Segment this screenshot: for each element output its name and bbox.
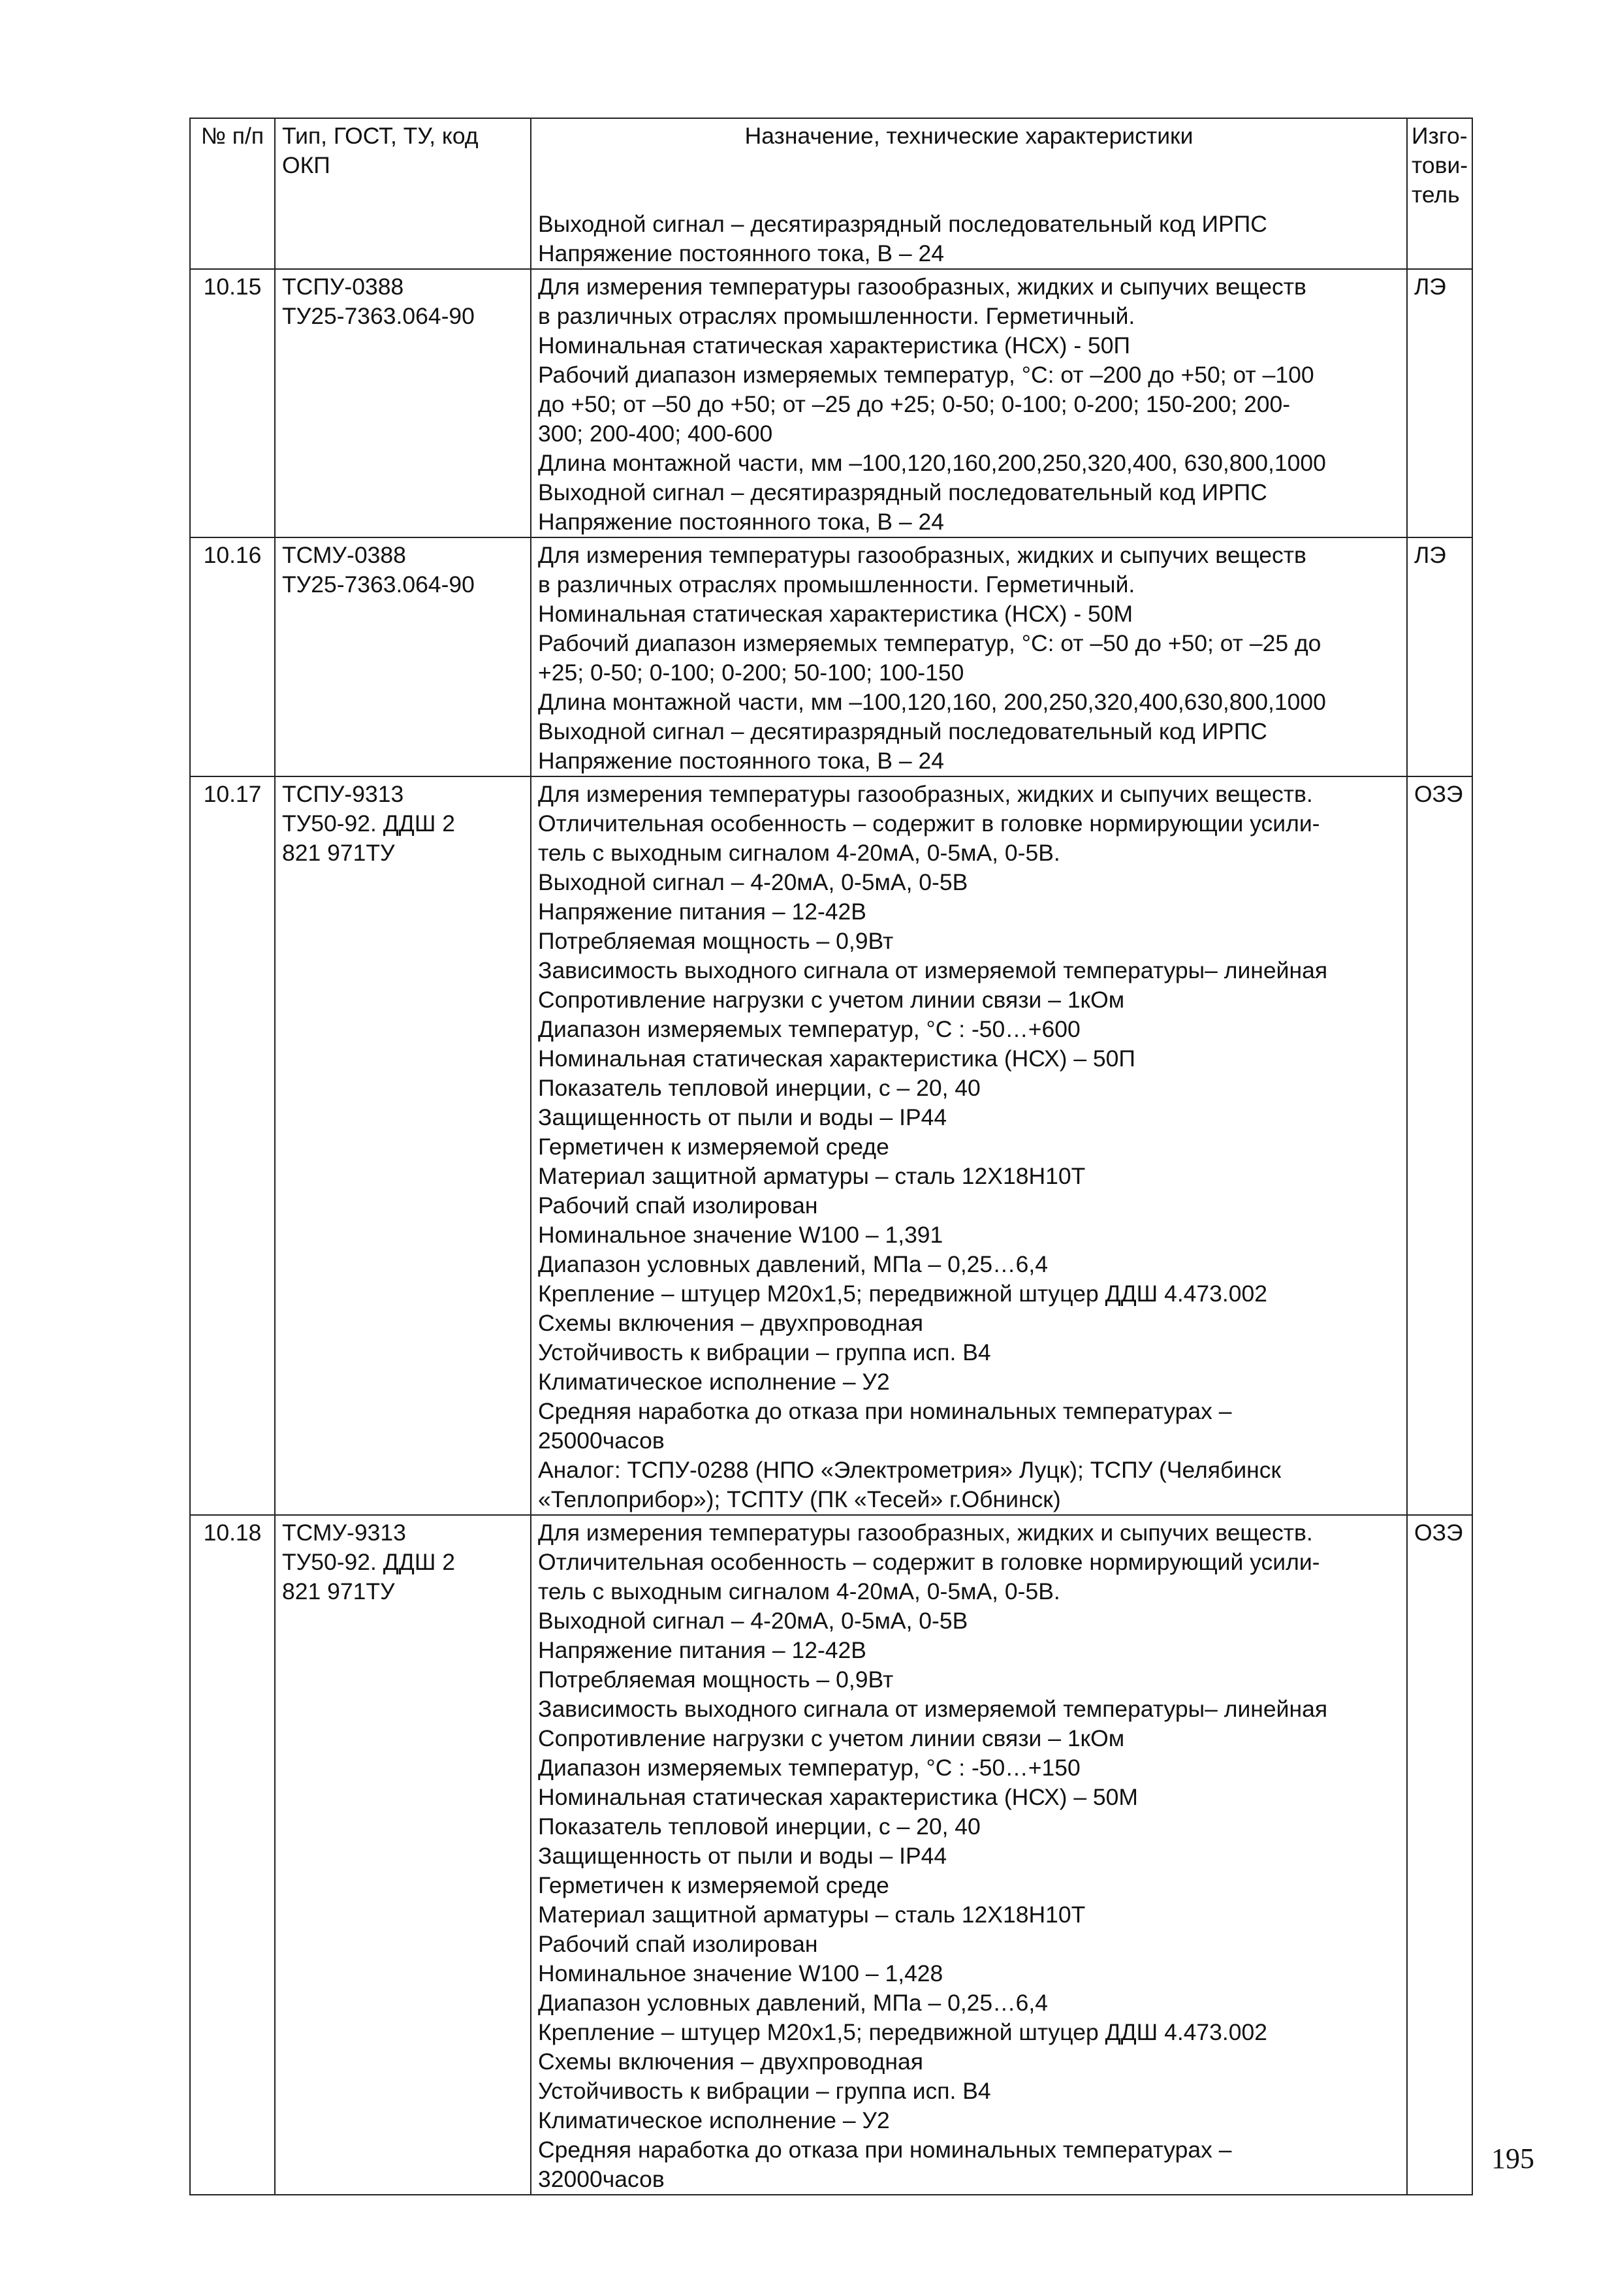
row-number: 10.16 <box>190 537 275 776</box>
row-description-line: Выходной сигнал – десятиразрядный последовательный код ИРПС <box>538 479 1267 505</box>
row-description-line: Рабочий диапазон измеряемых температур, °С: от –50 до +50; от –25 до <box>538 630 1321 656</box>
row-description-line: Потребляемая мощность – 0,9Вт <box>538 1666 894 1693</box>
row-description-line: Выходной сигнал – 4-20мА, 0-5мА, 0-5В <box>538 1608 968 1634</box>
table-row <box>190 776 1472 1515</box>
row-type-line: ТСМУ-0388 <box>282 542 406 568</box>
row-description-line: Номинальная статическая характеристика (НСХ) - 50П <box>538 332 1131 359</box>
row-type-line: ТУ50-92. ДДШ 2 <box>282 1549 455 1575</box>
row-description-line: Средняя наработка до отказа при номинальных температурах – <box>538 2137 1232 2163</box>
row-description-line: Диапазон условных давлений, МПа – 0,25…6,4 <box>538 1251 1049 1277</box>
row-description-cell <box>531 537 1407 776</box>
header-desc <box>531 118 1407 269</box>
row-description-line: Зависимость выходного сигнала от измеряемой температуры– линейная <box>538 1696 1328 1722</box>
row-description-line: в различных отраслях промышленности. Герметичный. <box>538 571 1135 598</box>
row-description-line: «Теплоприбор»); ТСПТУ (ПК «Тесей» г.Обнинск) <box>538 1486 1061 1512</box>
row-description-line: Номинальное значение W100 – 1,428 <box>538 1960 943 1986</box>
row-description-line: Зависимость выходного сигнала от измеряемой температуры– линейная <box>538 957 1328 983</box>
row-type-line: 821 971ТУ <box>282 840 395 866</box>
row-description-line: Рабочий диапазон измеряемых температур, °С: от –200 до +50; от –100 <box>538 362 1314 388</box>
row-number: 10.18 <box>190 1515 275 2195</box>
row-description-line: 32000часов <box>538 2166 665 2192</box>
row-type-cell <box>275 269 531 537</box>
row-description-line: Аналог: ТСПУ-0288 (НПО «Электрометрия» Луцк); ТСПУ (Челябинск <box>538 1457 1282 1483</box>
row-description-line: Климатическое исполнение – У2 <box>538 2107 890 2133</box>
row-description-line: Потребляемая мощность – 0,9Вт <box>538 928 894 954</box>
row-description-line: Номинальная статическая характеристика (НСХ) - 50М <box>538 601 1133 627</box>
row-description-cell <box>531 776 1407 1515</box>
header-type: Тип, ГОСТ, ТУ, код ОКП <box>275 118 531 269</box>
row-description-line: 25000часов <box>538 1427 665 1454</box>
row-description-line: Защищенность от пыли и воды – IP44 <box>538 1104 947 1130</box>
row-description-line: в различных отраслях промышленности. Герметичный. <box>538 303 1135 329</box>
row-description-line: Напряжение постоянного тока, В – 24 <box>538 509 944 535</box>
page-number: 195 <box>1491 2143 1534 2175</box>
row-description-line: Номинальная статическая характеристика (НСХ) – 50М <box>538 1784 1138 1810</box>
header-num: № п/п <box>190 118 275 269</box>
row-type-cell <box>275 537 531 776</box>
row-type-line: ТУ50-92. ДДШ 2 <box>282 810 455 837</box>
row-description-line: тель с выходным сигналом 4-20мА, 0-5мА, 0-5В. <box>538 1578 1060 1604</box>
row-type-cell <box>275 776 531 1515</box>
row-description-line: Схемы включения – двухпроводная <box>538 1310 923 1336</box>
row-description-line: Напряжение питания – 12-42В <box>538 1637 866 1663</box>
row-description-cell <box>531 1515 1407 2195</box>
header-cont-line: Выходной сигнал – десятиразрядный последовательный код ИРПС <box>538 211 1267 237</box>
row-description-line: Напряжение постоянного тока, В – 24 <box>538 748 944 774</box>
row-number: 10.15 <box>190 269 275 537</box>
row-type-line: ТСПУ-0388 <box>282 274 404 300</box>
table-row <box>190 269 1472 537</box>
header-row <box>190 118 1472 269</box>
row-description-line: +25; 0-50; 0-100; 0-200; 50-100; 100-150 <box>538 660 964 686</box>
row-description-line: Сопротивление нагрузки с учетом линии связи – 1кОм <box>538 1725 1125 1751</box>
row-description-line: Длина монтажной части, мм –100,120,160,200,250,320,400, 630,800,1000 <box>538 450 1326 476</box>
row-description-line: Выходной сигнал – десятиразрядный последовательный код ИРПС <box>538 718 1267 744</box>
row-type-line: ТУ25-7363.064-90 <box>282 303 475 329</box>
header-desc-title: Назначение, технические характеристики <box>744 123 1194 149</box>
row-description-line: Показатель тепловой инерции, с – 20, 40 <box>538 1075 981 1101</box>
row-description-line: тель с выходным сигналом 4-20мА, 0-5мА, 0-5В. <box>538 840 1060 866</box>
table-row <box>190 537 1472 776</box>
row-description-line: Схемы включения – двухпроводная <box>538 2049 923 2075</box>
row-description-line: Для измерения температуры газообразных, жидких и сыпучих веществ <box>538 274 1306 300</box>
row-description-line: Длина монтажной части, мм –100,120,160, 200,250,320,400,630,800,1000 <box>538 689 1326 715</box>
header-mfr: Изго-тови-тель <box>1407 118 1472 269</box>
row-type-line: ТСМУ-9313 <box>282 1520 406 1546</box>
row-manufacturer: ЛЭ <box>1407 537 1472 776</box>
row-description-line: Рабочий спай изолирован <box>538 1931 818 1957</box>
row-type-line: ТСПУ-9313 <box>282 781 404 807</box>
row-description-line: Диапазон условных давлений, МПа – 0,25…6,4 <box>538 1990 1049 2016</box>
row-manufacturer: ЛЭ <box>1407 269 1472 537</box>
row-type-line: 821 971ТУ <box>282 1578 395 1604</box>
row-description-line: Рабочий спай изолирован <box>538 1192 818 1219</box>
row-description-line: Для измерения температуры газообразных, жидких и сыпучих веществ. <box>538 781 1313 807</box>
row-type-cell <box>275 1515 531 2195</box>
row-description-line: Климатическое исполнение – У2 <box>538 1369 890 1395</box>
row-description-line: Крепление – штуцер М20х1,5; передвижной штуцер ДДШ 4.473.002 <box>538 1281 1268 1307</box>
row-description-line: Диапазон измеряемых температур, °С : -50…+150 <box>538 1755 1081 1781</box>
header-cont-line: Напряжение постоянного тока, В – 24 <box>538 240 944 266</box>
row-description-line: Сопротивление нагрузки с учетом линии связи – 1кОм <box>538 987 1125 1013</box>
row-description-line: Устойчивость к вибрации – группа исп. В4 <box>538 1339 991 1365</box>
row-number: 10.17 <box>190 776 275 1515</box>
row-description-line: Устойчивость к вибрации – группа исп. В4 <box>538 2078 991 2104</box>
spec-table-sheet <box>189 118 1472 2192</box>
row-description-line: Защищенность от пыли и воды – IP44 <box>538 1843 947 1869</box>
row-description-line: Крепление – штуцер М20х1,5; передвижной штуцер ДДШ 4.473.002 <box>538 2019 1268 2045</box>
row-description-line: до +50; от –50 до +50; от –25 до +25; 0-50; 0-100; 0-200; 150-200; 200- <box>538 391 1291 417</box>
row-description-line: Номинальная статическая характеристика (НСХ) – 50П <box>538 1045 1135 1072</box>
row-description-line: Материал защитной арматуры – сталь 12Х18Н10Т <box>538 1902 1086 1928</box>
row-description-line: Показатель тепловой инерции, с – 20, 40 <box>538 1813 981 1840</box>
row-manufacturer: ОЗЭ <box>1407 1515 1472 2195</box>
table-row <box>190 1515 1472 2195</box>
row-description-line: Диапазон измеряемых температур, °С : -50…+600 <box>538 1016 1081 1042</box>
spec-table <box>189 118 1473 2195</box>
row-manufacturer: ОЗЭ <box>1407 776 1472 1515</box>
row-description-line: Средняя наработка до отказа при номинальных температурах – <box>538 1398 1232 1424</box>
row-description-cell <box>531 269 1407 537</box>
row-description-line: 300; 200-400; 400-600 <box>538 421 773 447</box>
row-description-line: Герметичен к измеряемой среде <box>538 1872 889 1898</box>
row-description-line: Герметичен к измеряемой среде <box>538 1134 889 1160</box>
row-description-line: Отличительная особенность – содержит в головке нормирующии усили- <box>538 810 1320 837</box>
row-description-line: Выходной сигнал – 4-20мА, 0-5мА, 0-5В <box>538 869 968 895</box>
row-description-line: Напряжение питания – 12-42В <box>538 899 866 925</box>
row-description-line: Материал защитной арматуры – сталь 12Х18Н10Т <box>538 1163 1086 1189</box>
row-description-line: Для измерения температуры газообразных, жидких и сыпучих веществ. <box>538 1520 1313 1546</box>
row-type-line: ТУ25-7363.064-90 <box>282 571 475 598</box>
row-description-line: Для измерения температуры газообразных, жидких и сыпучих веществ <box>538 542 1306 568</box>
row-description-line: Отличительная особенность – содержит в головке нормирующий усили- <box>538 1549 1320 1575</box>
row-description-line: Номинальное значение W100 – 1,391 <box>538 1222 943 1248</box>
